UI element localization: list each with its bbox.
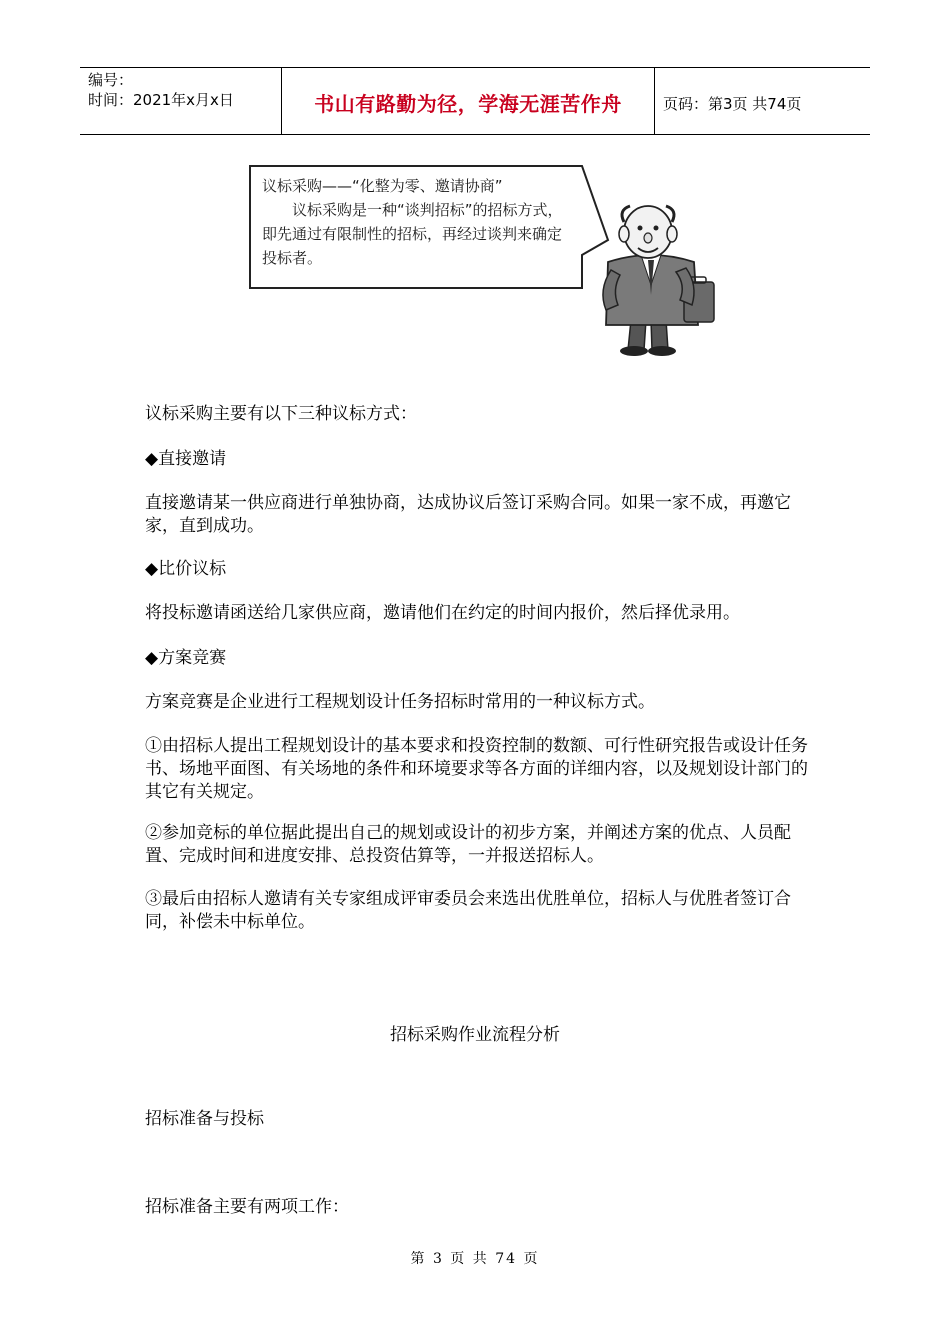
header-bottom-rule	[80, 134, 870, 135]
intro-paragraph: 议标采购主要有以下三种议标方式：	[145, 404, 417, 424]
bubble-line-1: 议标采购——“化整为零、邀请协商”	[262, 177, 503, 195]
header-top-rule	[80, 67, 870, 68]
header-code-label: 编号：	[88, 71, 134, 89]
method-2-body: 将投标邀请函送给几家供应商，邀请他们在约定的时间内报价，然后择优录用。	[145, 603, 740, 623]
method-2-title: ◆比价议标	[145, 559, 227, 579]
section-title: 招标采购作业流程分析	[390, 1025, 560, 1045]
subsection-title: 招标准备与投标	[145, 1109, 264, 1129]
bubble-line-4: 投标者。	[262, 249, 323, 267]
method-3-body: 方案竞赛是企业进行工程规划设计任务招标时常用的一种议标方式。	[145, 692, 655, 712]
method-1-body: 直接邀请某一供应商进行单独协商，达成协议后签订采购合同。如果一家不成，再邀它家，直到成功。	[145, 493, 791, 536]
bubble-line-2: 议标采购是一种“谈判招标”的招标方式，	[292, 201, 563, 219]
businessman-figure-icon	[603, 206, 714, 356]
step-2-paragraph: ②参加竞标的单位据此提出自己的规划或设计的初步方案，并阐述方案的优点、人员配置、完成时间和进度安排、总投资估算等，一并报送招标人。	[145, 823, 791, 866]
speech-bubble-text	[262, 174, 612, 270]
subsection-body: 招标准备主要有两项工作：	[145, 1197, 349, 1217]
header-meta	[88, 70, 278, 110]
header-divider-right	[654, 67, 655, 134]
step-1-paragraph: ①由招标人提出工程规划设计的基本要求和投资控制的数额、可行性研究报告或设计任务书、场地平面图、有关场地的条件和环境要求等各方面的详细内容，以及规划设计部门的其它有关规定。	[145, 736, 808, 802]
header-date: 时间：2021年x月x日	[88, 91, 234, 109]
header-motto: 书山有路勤为径，学海无涯苦作舟	[314, 92, 622, 116]
step-3-paragraph: ③最后由招标人邀请有关专家组成评审委员会来选出优胜单位，招标人与优胜者签订合同，补偿未中标单位。	[145, 889, 791, 932]
method-1-title: ◆直接邀请	[145, 449, 227, 469]
header-page-info: 页码：第3页 共74页	[663, 95, 802, 113]
page-footer: 第 3 页 共 74 页	[410, 1251, 540, 1267]
bubble-line-3: 即先通过有限制性的招标，再经过谈判来确定	[262, 225, 563, 243]
method-3-title: ◆方案竞赛	[145, 648, 227, 668]
